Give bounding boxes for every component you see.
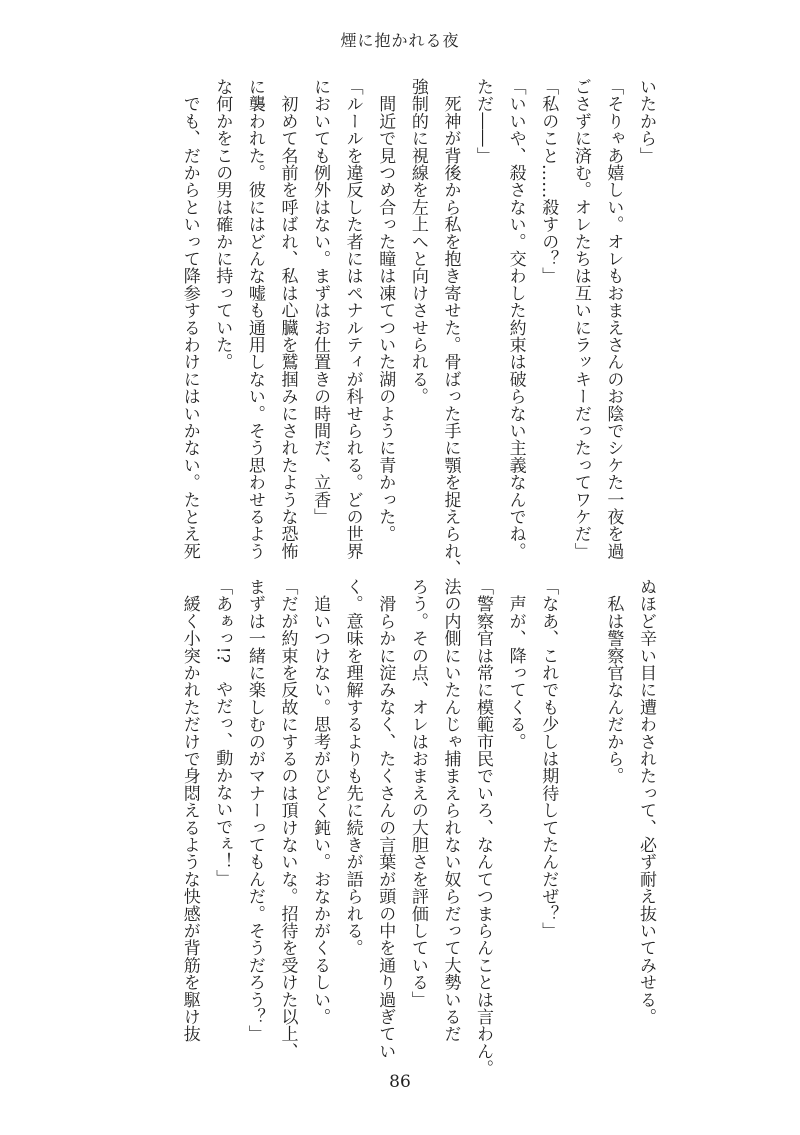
text-line: 「なあ、これでも少しは期待してたんだぜ？」	[538, 578, 559, 940]
text-line: 初めて名前を呼ばれ、私は心臓を鷲掴みにされたような恐怖	[277, 78, 298, 560]
text-line: 追いつけない。思考がひどく鈍い。おなかがくるしい。	[310, 578, 331, 1026]
text-line: いたから」	[636, 78, 656, 164]
text-line: ごさずに済む。オレたちは互いにラッキーだったってワケだ」	[570, 78, 591, 560]
text-line: においても例外はない。まずはお仕置きの時間だ、立香」	[310, 78, 331, 526]
text-line: く。意味を理解するよりも先に続きが語られる。	[342, 578, 363, 957]
text-block-bottom	[173, 578, 662, 1077]
text-line: 法の内側にいたんじゃ捕まえられない奴らだって大勢いるだ	[440, 578, 461, 1043]
text-line: な何かをこの男は確かに持っていた。	[212, 78, 233, 371]
text-line: まずは一緒に楽しむのがマナーってもんだ。そうだろう？」	[244, 578, 265, 1043]
text-line: 「いいや、殺さない。交わした約束は破らない主義なんでね。	[505, 78, 526, 560]
text-line: ろう。その点、オレはおまえの大胆さを評価している」	[407, 578, 428, 1008]
text-line: 緩く小突かれただけで身悶えるような快感が背筋を駆け抜	[179, 578, 200, 1043]
text-line: 強制的に視線を左上へと向けさせられる。	[407, 78, 428, 405]
text-line: 「警察官は常に模範市民でいろ、なんてつまらんことは言わん。	[473, 578, 494, 1077]
text-line: ただ――」	[473, 78, 494, 164]
text-line: 私は警察官なんだから。	[603, 578, 624, 785]
text-line: 「だが約束を反故にするのは頂けないな。招待を受けた以上、	[277, 578, 298, 1060]
text-line: 滑らかに淀みなく、たくさんの言葉が頭の中を通り過ぎてい	[375, 578, 396, 1060]
page-number: 86	[389, 1072, 411, 1092]
text-block-top	[173, 78, 662, 577]
text-line: ぬほど辛い目に遭わされたって、必ず耐え抜いてみせる。	[636, 578, 656, 1026]
text-line	[564, 578, 597, 1058]
text-line: 「私のこと……殺すの？」	[538, 78, 559, 285]
text-line: に襲われた。彼にはどんな嘘も通用しない。そう思わせるよう	[244, 78, 265, 560]
text-line: 「あぁっ!? やだっ、動かないでぇ！」	[212, 578, 233, 887]
running-title: 煙に抱かれる夜	[340, 31, 460, 50]
text-line: 「そりゃあ嬉しい。オレもおまえさんのお陰でシケた一夜を過	[603, 78, 624, 560]
text-line: 声が、降ってくる。	[505, 578, 526, 750]
text-line: 間近で見つめ合った瞳は凍てついた湖のように青かった。	[375, 78, 396, 543]
text-line: 「ルールを違反した者にはペナルティが科せられる。どの世界	[342, 78, 363, 560]
text-line: でも、だからといって降参するわけにはいかない。たとえ死	[179, 78, 200, 560]
text-line: 死神が背後から私を抱き寄せた。骨ばった手に顎を捉えられ、	[440, 78, 461, 577]
